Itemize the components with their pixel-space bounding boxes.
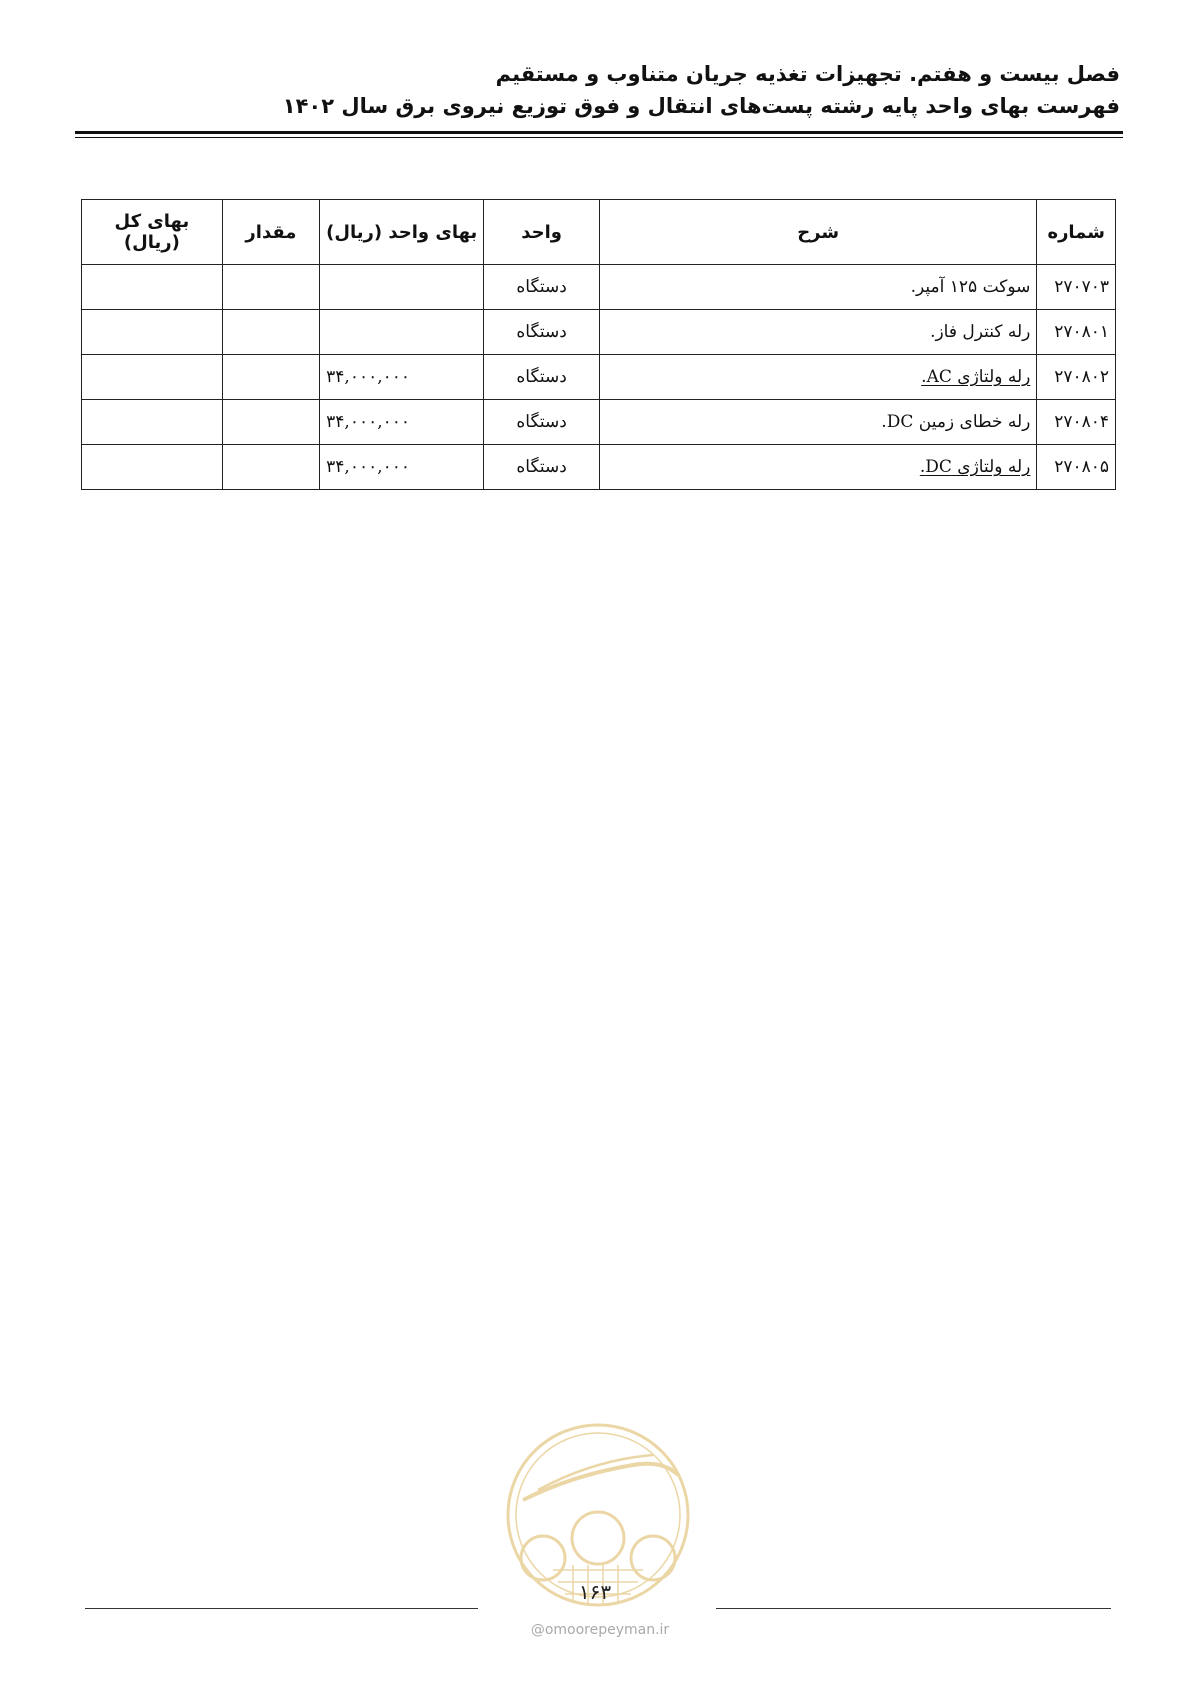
cell-total-price bbox=[82, 445, 223, 490]
cell-quantity bbox=[222, 445, 319, 490]
column-header-quantity: مقدار bbox=[222, 200, 319, 265]
footer-rule-right bbox=[716, 1608, 1111, 1609]
column-header-code: شماره bbox=[1037, 200, 1116, 265]
description-link[interactable]: رله ولتاژی AC. bbox=[921, 367, 1031, 387]
page-header bbox=[75, 58, 1120, 122]
logo-gear-center bbox=[572, 1512, 624, 1564]
cell-description: رله کنترل فاز. bbox=[599, 310, 1037, 355]
cell-description: رله خطای زمین DC. bbox=[599, 400, 1037, 445]
column-header-unit: واحد bbox=[484, 200, 600, 265]
document-subtitle: فهرست بهای واحد پایه رشته پست‌های انتقال و فوق توزیع نیروی برق سال ۱۴۰۲ bbox=[282, 94, 1120, 118]
cell-description bbox=[599, 445, 1037, 490]
cell-quantity bbox=[222, 400, 319, 445]
chapter-title: فصل بیست و هفتم. تجهیزات تغذیه جریان متناوب و مستقیم bbox=[495, 62, 1120, 86]
cell-quantity bbox=[222, 265, 319, 310]
cell-total-price bbox=[82, 310, 223, 355]
cell-code: ۲۷۰۸۰۱ bbox=[1037, 310, 1116, 355]
cell-total-price bbox=[82, 265, 223, 310]
cell-code: ۲۷۰۷۰۳ bbox=[1037, 265, 1116, 310]
cell-code: ۲۷۰۸۰۵ bbox=[1037, 445, 1116, 490]
column-header-description: شرح bbox=[599, 200, 1037, 265]
cell-total-price bbox=[82, 355, 223, 400]
table-row bbox=[82, 445, 1116, 490]
table-row bbox=[82, 310, 1116, 355]
cell-unit: دستگاه bbox=[484, 355, 600, 400]
cell-unit-price: ۳۴,۰۰۰,۰۰۰ bbox=[320, 400, 484, 445]
cell-unit: دستگاه bbox=[484, 445, 600, 490]
column-header-total-price: بهای کل (ریال) bbox=[82, 200, 223, 265]
cell-unit-price: ۳۴,۰۰۰,۰۰۰ bbox=[320, 445, 484, 490]
website-watermark: @omoorepeyman.ir bbox=[530, 1622, 670, 1638]
table-header-row bbox=[82, 200, 1116, 265]
cell-description: سوکت ۱۲۵ آمپر. bbox=[599, 265, 1037, 310]
cell-total-price bbox=[82, 400, 223, 445]
table-row bbox=[82, 355, 1116, 400]
cell-unit: دستگاه bbox=[484, 310, 600, 355]
cell-description bbox=[599, 355, 1037, 400]
page-number: ۱۶۳ bbox=[578, 1580, 612, 1604]
header-rule-thin bbox=[75, 137, 1123, 138]
price-list-table bbox=[81, 199, 1116, 490]
cell-unit: دستگاه bbox=[484, 265, 600, 310]
description-link[interactable]: رله ولتاژی DC. bbox=[919, 457, 1031, 477]
logo-inner-ring bbox=[516, 1433, 680, 1597]
table-row bbox=[82, 400, 1116, 445]
cell-quantity bbox=[222, 310, 319, 355]
cell-unit-price bbox=[320, 265, 484, 310]
header-rule-thick bbox=[75, 131, 1123, 134]
cell-unit-price: ۳۴,۰۰۰,۰۰۰ bbox=[320, 355, 484, 400]
footer-rule-left bbox=[85, 1608, 478, 1609]
cell-unit: دستگاه bbox=[484, 400, 600, 445]
cell-code: ۲۷۰۸۰۲ bbox=[1037, 355, 1116, 400]
logo-script-stroke bbox=[523, 1464, 678, 1500]
table-row bbox=[82, 265, 1116, 310]
cell-unit-price bbox=[320, 310, 484, 355]
cell-code: ۲۷۰۸۰۴ bbox=[1037, 400, 1116, 445]
cell-quantity bbox=[222, 355, 319, 400]
column-header-unit-price: بهای واحد (ریال) bbox=[320, 200, 484, 265]
